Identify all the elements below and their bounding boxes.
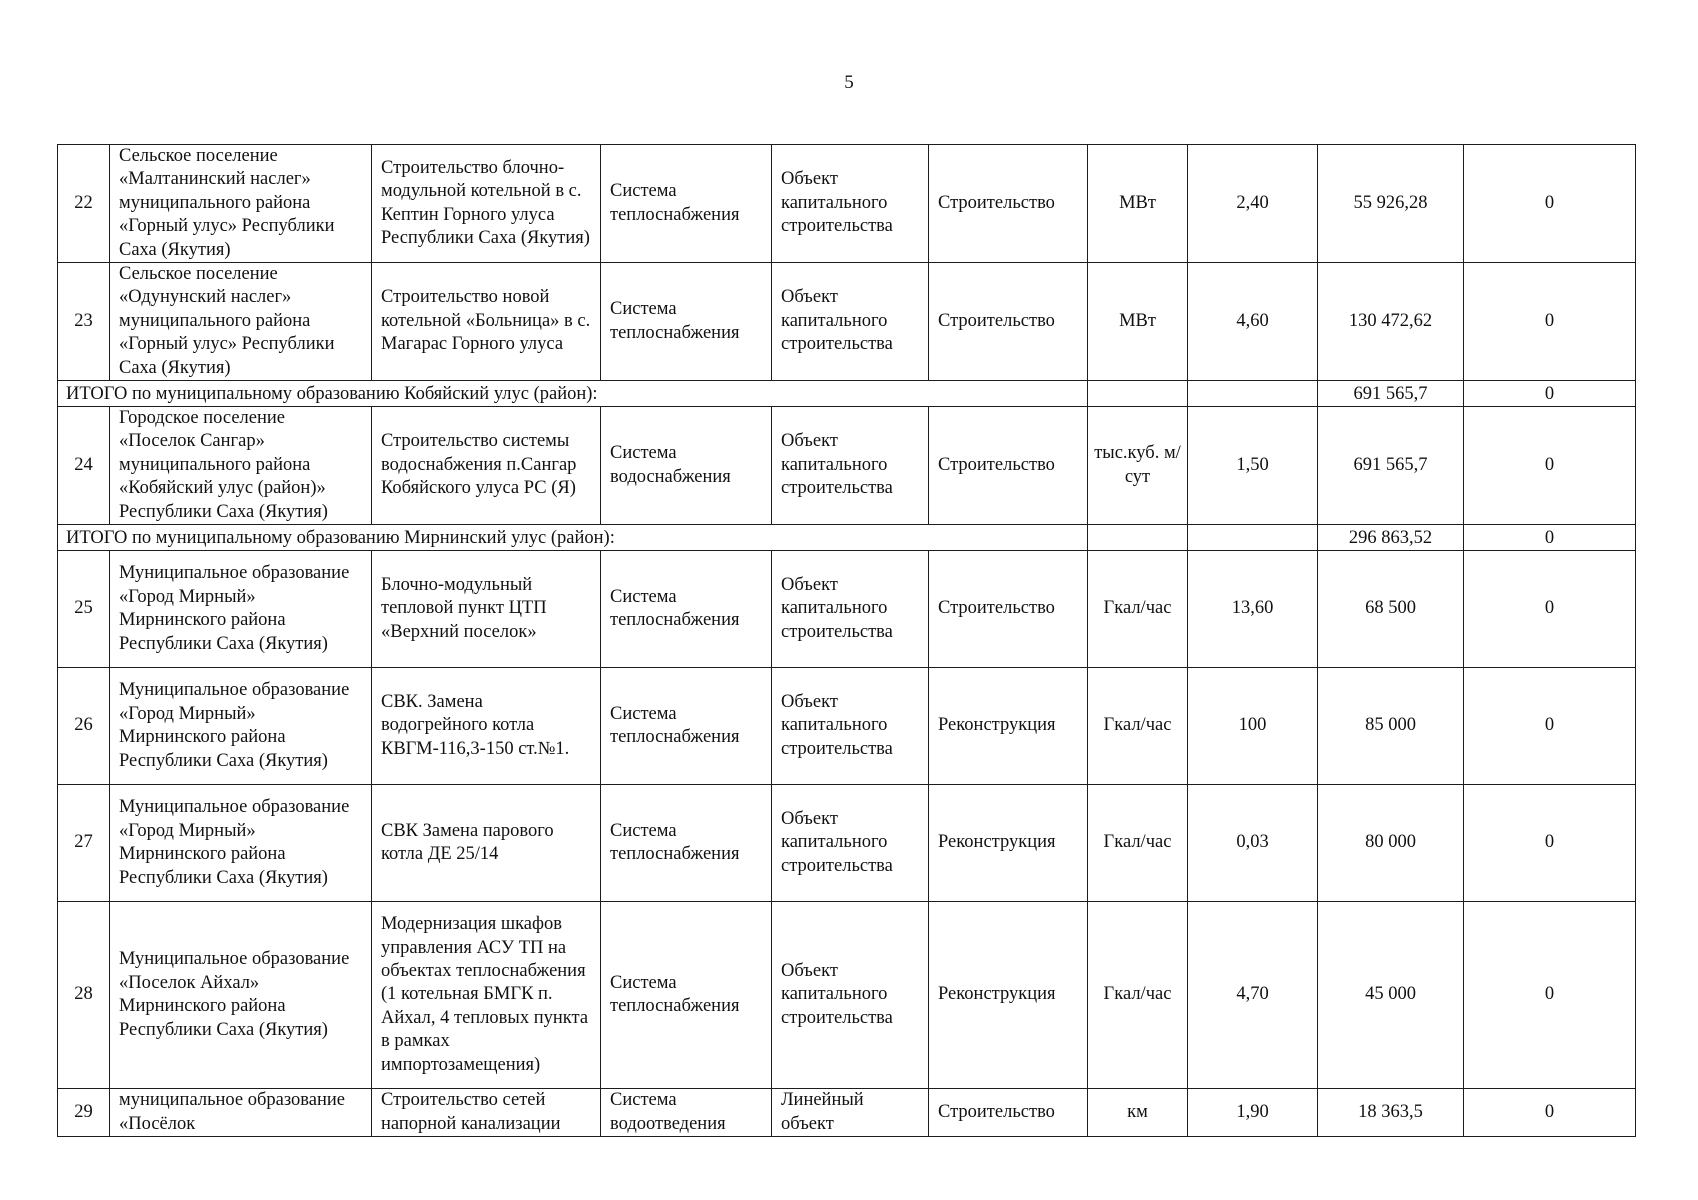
object-type-cell: Объект капитального строительства: [772, 407, 929, 525]
capacity-cell: 100: [1188, 668, 1318, 785]
extra-cell: 0: [1464, 785, 1636, 902]
table-row: [58, 785, 1636, 902]
table-row: [58, 1089, 1636, 1137]
system-cell: Система водоснабжения: [601, 407, 772, 525]
projects-table: [57, 144, 1636, 1137]
project-cell: СВК Замена парового котла ДЕ 25/14: [372, 785, 601, 902]
row-number: 23: [58, 263, 110, 381]
capacity-cell: 0,03: [1188, 785, 1318, 902]
work-type-cell: Строительство: [929, 263, 1088, 381]
row-number: 25: [58, 551, 110, 668]
system-cell: Система теплоснабжения: [601, 551, 772, 668]
system-cell: Система теплоснабжения: [601, 785, 772, 902]
project-cell: Блочно-модульный тепловой пункт ЦТП «Верхний поселок»: [372, 551, 601, 668]
table-row: [58, 263, 1636, 381]
row-number: 29: [58, 1089, 110, 1137]
extra-cell: 0: [1464, 1089, 1636, 1137]
cost-cell: 55 926,28: [1318, 145, 1464, 263]
capacity-cell: 1,50: [1188, 407, 1318, 525]
subtotal-label: ИТОГО по муниципальному образованию Мирнинский улус (район):: [58, 525, 1088, 551]
system-cell: Система теплоснабжения: [601, 668, 772, 785]
unit-cell: Гкал/час: [1088, 785, 1188, 902]
cost-cell: 45 000: [1318, 902, 1464, 1089]
unit-cell: МВт: [1088, 263, 1188, 381]
page-number: 5: [844, 72, 854, 93]
unit-cell: Гкал/час: [1088, 902, 1188, 1089]
subtotal-extra: 0: [1464, 381, 1636, 407]
table-row: [58, 902, 1636, 1089]
project-cell: Модернизация шкафов управления АСУ ТП на объектах теплоснабжения (1 котельная БМГК п. Айхал, 4 тепловых пункта в рамках импортозамещения): [372, 902, 601, 1089]
subtotal-row: [58, 525, 1636, 551]
unit-cell: тыс.куб. м/сут: [1088, 407, 1188, 525]
system-cell: Система теплоснабжения: [601, 145, 772, 263]
extra-cell: 0: [1464, 263, 1636, 381]
table-body: [58, 145, 1636, 1137]
subtotal-unit-cell: [1088, 525, 1188, 551]
cost-cell: 80 000: [1318, 785, 1464, 902]
system-cell: Система теплоснабжения: [601, 902, 772, 1089]
subtotal-row: [58, 381, 1636, 407]
system-cell: Система водоотведения: [601, 1089, 772, 1137]
object-type-cell: Объект капитального строительства: [772, 668, 929, 785]
subtotal-capacity-cell: [1188, 525, 1318, 551]
row-number: 26: [58, 668, 110, 785]
system-cell: Система теплоснабжения: [601, 263, 772, 381]
capacity-cell: 13,60: [1188, 551, 1318, 668]
project-cell: Строительство блочно-модульной котельной в с. Кептин Горного улуса Республики Саха (Якутия): [372, 145, 601, 263]
municipality-cell: муниципальное образование «Посёлок: [110, 1089, 372, 1137]
municipality-cell: Сельское поселение «Одунунский наслег» муниципального района «Горный улус» Республики Саха (Якутия): [110, 263, 372, 381]
project-cell: Строительство сетей напорной канализации: [372, 1089, 601, 1137]
municipality-cell: Сельское поселение «Малтанинский наслег» муниципального района «Горный улус» Республики Саха (Якутия): [110, 145, 372, 263]
municipality-cell: Муниципальное образование «Город Мирный» Мирнинского района Республики Саха (Якутия): [110, 668, 372, 785]
object-type-cell: Объект капитального строительства: [772, 145, 929, 263]
unit-cell: Гкал/час: [1088, 668, 1188, 785]
work-type-cell: Строительство: [929, 1089, 1088, 1137]
object-type-cell: Объект капитального строительства: [772, 902, 929, 1089]
municipality-cell: Муниципальное образование «Город Мирный» Мирнинского района Республики Саха (Якутия): [110, 551, 372, 668]
subtotal-capacity-cell: [1188, 381, 1318, 407]
capacity-cell: 4,70: [1188, 902, 1318, 1089]
subtotal-cost: 691 565,7: [1318, 381, 1464, 407]
object-type-cell: Объект капитального строительства: [772, 263, 929, 381]
municipality-cell: Городское поселение «Поселок Сангар» муниципального района «Кобяйский улус (район)» Республики Саха (Якутия): [110, 407, 372, 525]
cost-cell: 85 000: [1318, 668, 1464, 785]
work-type-cell: Строительство: [929, 145, 1088, 263]
municipality-cell: Муниципальное образование «Город Мирный» Мирнинского района Республики Саха (Якутия): [110, 785, 372, 902]
row-number: 24: [58, 407, 110, 525]
table-row: [58, 407, 1636, 525]
table-row: [58, 668, 1636, 785]
subtotal-label: ИТОГО по муниципальному образованию Кобяйский улус (район):: [58, 381, 1088, 407]
extra-cell: 0: [1464, 407, 1636, 525]
row-number: 27: [58, 785, 110, 902]
subtotal-cost: 296 863,52: [1318, 525, 1464, 551]
unit-cell: МВт: [1088, 145, 1188, 263]
work-type-cell: Реконструкция: [929, 902, 1088, 1089]
work-type-cell: Реконструкция: [929, 668, 1088, 785]
cost-cell: 691 565,7: [1318, 407, 1464, 525]
work-type-cell: Строительство: [929, 407, 1088, 525]
cost-cell: 68 500: [1318, 551, 1464, 668]
extra-cell: 0: [1464, 551, 1636, 668]
project-cell: Строительство системы водоснабжения п.Сангар Кобяйского улуса РС (Я): [372, 407, 601, 525]
project-cell: СВК. Замена водогрейного котла КВГМ-116,3-150 ст.№1.: [372, 668, 601, 785]
project-cell: Строительство новой котельной «Больница» в с. Магарас Горного улуса: [372, 263, 601, 381]
table-row: [58, 145, 1636, 263]
extra-cell: 0: [1464, 145, 1636, 263]
capacity-cell: 2,40: [1188, 145, 1318, 263]
work-type-cell: Строительство: [929, 551, 1088, 668]
municipality-cell: Муниципальное образование «Поселок Айхал» Мирнинского района Республики Саха (Якутия): [110, 902, 372, 1089]
cost-cell: 130 472,62: [1318, 263, 1464, 381]
work-type-cell: Реконструкция: [929, 785, 1088, 902]
object-type-cell: Линейный объект: [772, 1089, 929, 1137]
extra-cell: 0: [1464, 668, 1636, 785]
capacity-cell: 4,60: [1188, 263, 1318, 381]
row-number: 22: [58, 145, 110, 263]
unit-cell: км: [1088, 1089, 1188, 1137]
subtotal-extra: 0: [1464, 525, 1636, 551]
object-type-cell: Объект капитального строительства: [772, 785, 929, 902]
table-row: [58, 551, 1636, 668]
row-number: 28: [58, 902, 110, 1089]
cost-cell: 18 363,5: [1318, 1089, 1464, 1137]
capacity-cell: 1,90: [1188, 1089, 1318, 1137]
object-type-cell: Объект капитального строительства: [772, 551, 929, 668]
unit-cell: Гкал/час: [1088, 551, 1188, 668]
subtotal-unit-cell: [1088, 381, 1188, 407]
extra-cell: 0: [1464, 902, 1636, 1089]
